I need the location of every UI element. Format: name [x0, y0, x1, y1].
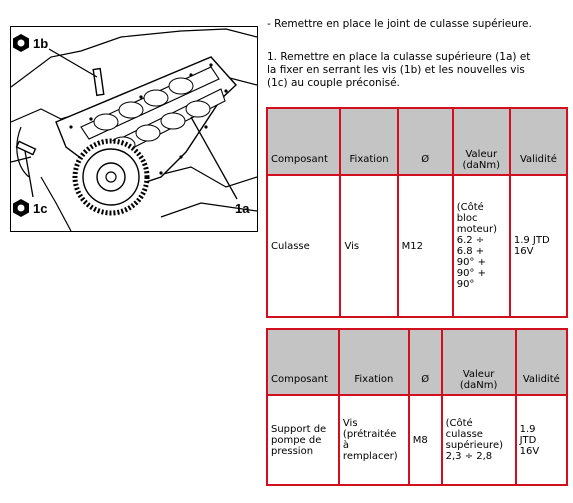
- table-row: [268, 396, 566, 484]
- cell-fixation: Vis: [341, 176, 396, 316]
- cell-fixation: Vis (prétraitée à remplacer): [340, 396, 408, 484]
- header-fixation: Fixation: [340, 330, 408, 394]
- cell-validite: 1.9 JTD 16V: [511, 176, 566, 316]
- table-header-row: [268, 109, 566, 174]
- bolt-hex-icon: [12, 199, 30, 217]
- header-fixation: Fixation: [341, 109, 396, 174]
- cell-diameter: M8: [410, 396, 441, 484]
- header-diameter: Ø: [399, 109, 452, 174]
- callout-label-1c: 1c: [33, 200, 48, 216]
- cell-validite: 1.9 JTD 16V: [517, 396, 566, 484]
- cell-valeur: (Côté bloc moteur) 6.2 ÷ 6.8 + 90° + 90° + 90°: [454, 176, 509, 316]
- intro-instruction: - Remettre en place le joint de culasse supérieure.: [267, 18, 532, 30]
- bolt-hex-icon: [12, 34, 30, 52]
- torque-table-culasse: [266, 107, 568, 318]
- callout-1a: [235, 202, 249, 215]
- cell-composant: Support de pompe de pression: [268, 396, 338, 484]
- step1-line3: (1c) au couple préconisé.: [267, 77, 400, 89]
- table-header-row: [268, 330, 566, 394]
- step1-line2: la fixer en serrant les vis (1b) et les nouvelles vis: [267, 64, 525, 76]
- callout-1c: [12, 199, 47, 217]
- header-composant: Composant: [268, 330, 338, 394]
- cylinder-head-drawing: [11, 27, 257, 231]
- header-validite: Validité: [511, 109, 566, 174]
- header-validite: Validité: [517, 330, 566, 394]
- header-valeur: Valeur (daNm): [443, 330, 515, 394]
- cell-composant: Culasse: [268, 176, 339, 316]
- callout-1b: [12, 34, 48, 52]
- header-valeur: Valeur (daNm): [454, 109, 509, 174]
- callout-label-1b: 1b: [33, 35, 49, 51]
- table-row: [268, 176, 566, 316]
- header-diameter: Ø: [410, 330, 441, 394]
- engine-diagram: [10, 26, 258, 232]
- cell-valeur: (Côté culasse supérieure) 2,3 ÷ 2,8: [443, 396, 515, 484]
- callout-label-1a: 1a: [235, 201, 250, 216]
- step1-line1: 1. Remettre en place la culasse supérieure (1a) et: [267, 51, 531, 63]
- header-composant: Composant: [268, 109, 339, 174]
- cell-diameter: M12: [399, 176, 452, 316]
- torque-table-support-pompe: [266, 328, 568, 486]
